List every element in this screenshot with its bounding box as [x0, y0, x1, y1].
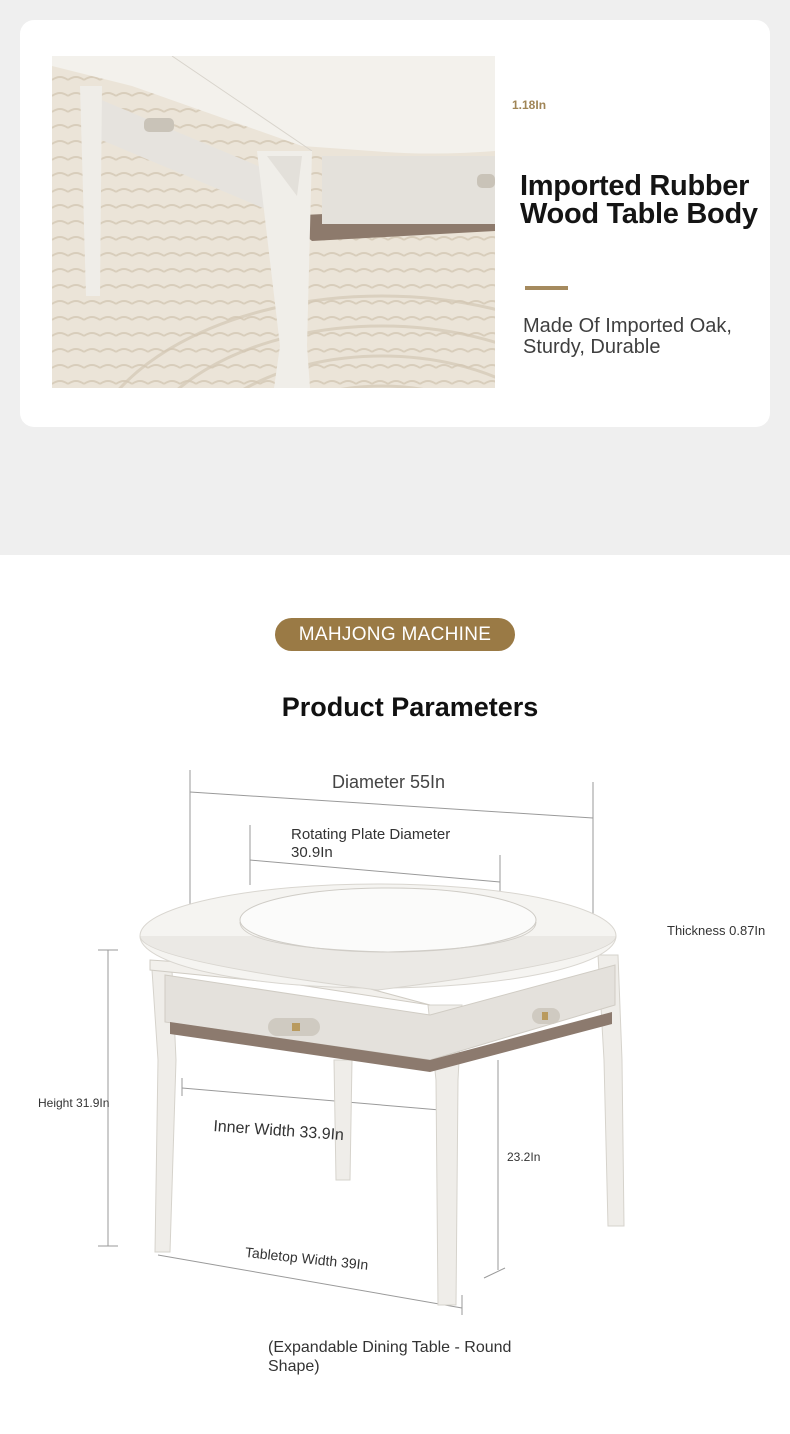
product-caption: (Expandable Dining Table - Round Shape) — [268, 1339, 512, 1375]
rotating-plate-label: Rotating Plate Diameter 30.9In — [291, 826, 451, 861]
thickness-label: Thickness 0.87In — [667, 923, 766, 938]
section-title: Product Parameters — [281, 692, 539, 722]
tabletop-width-label: Tabletop Width 39In — [244, 1244, 370, 1273]
thickness-label: 1.18In — [512, 98, 547, 112]
feature-title: Imported Rubber Wood Table Body — [520, 170, 758, 230]
inner-width-label: Inner Width 33.9In — [212, 1118, 345, 1145]
height-label: Height 31.9In — [38, 1096, 110, 1110]
dimension-diagram — [0, 760, 790, 1320]
feature-description: Made Of Imported Oak, Sturdy, Durable — [523, 315, 732, 358]
divider — [525, 286, 568, 290]
diameter-label: Diameter 55In — [332, 772, 446, 792]
table-detail-photo — [52, 56, 495, 388]
leg-height-label: 23.2In — [507, 1150, 541, 1164]
category-badge: MAHJONG MACHINE — [275, 618, 515, 651]
